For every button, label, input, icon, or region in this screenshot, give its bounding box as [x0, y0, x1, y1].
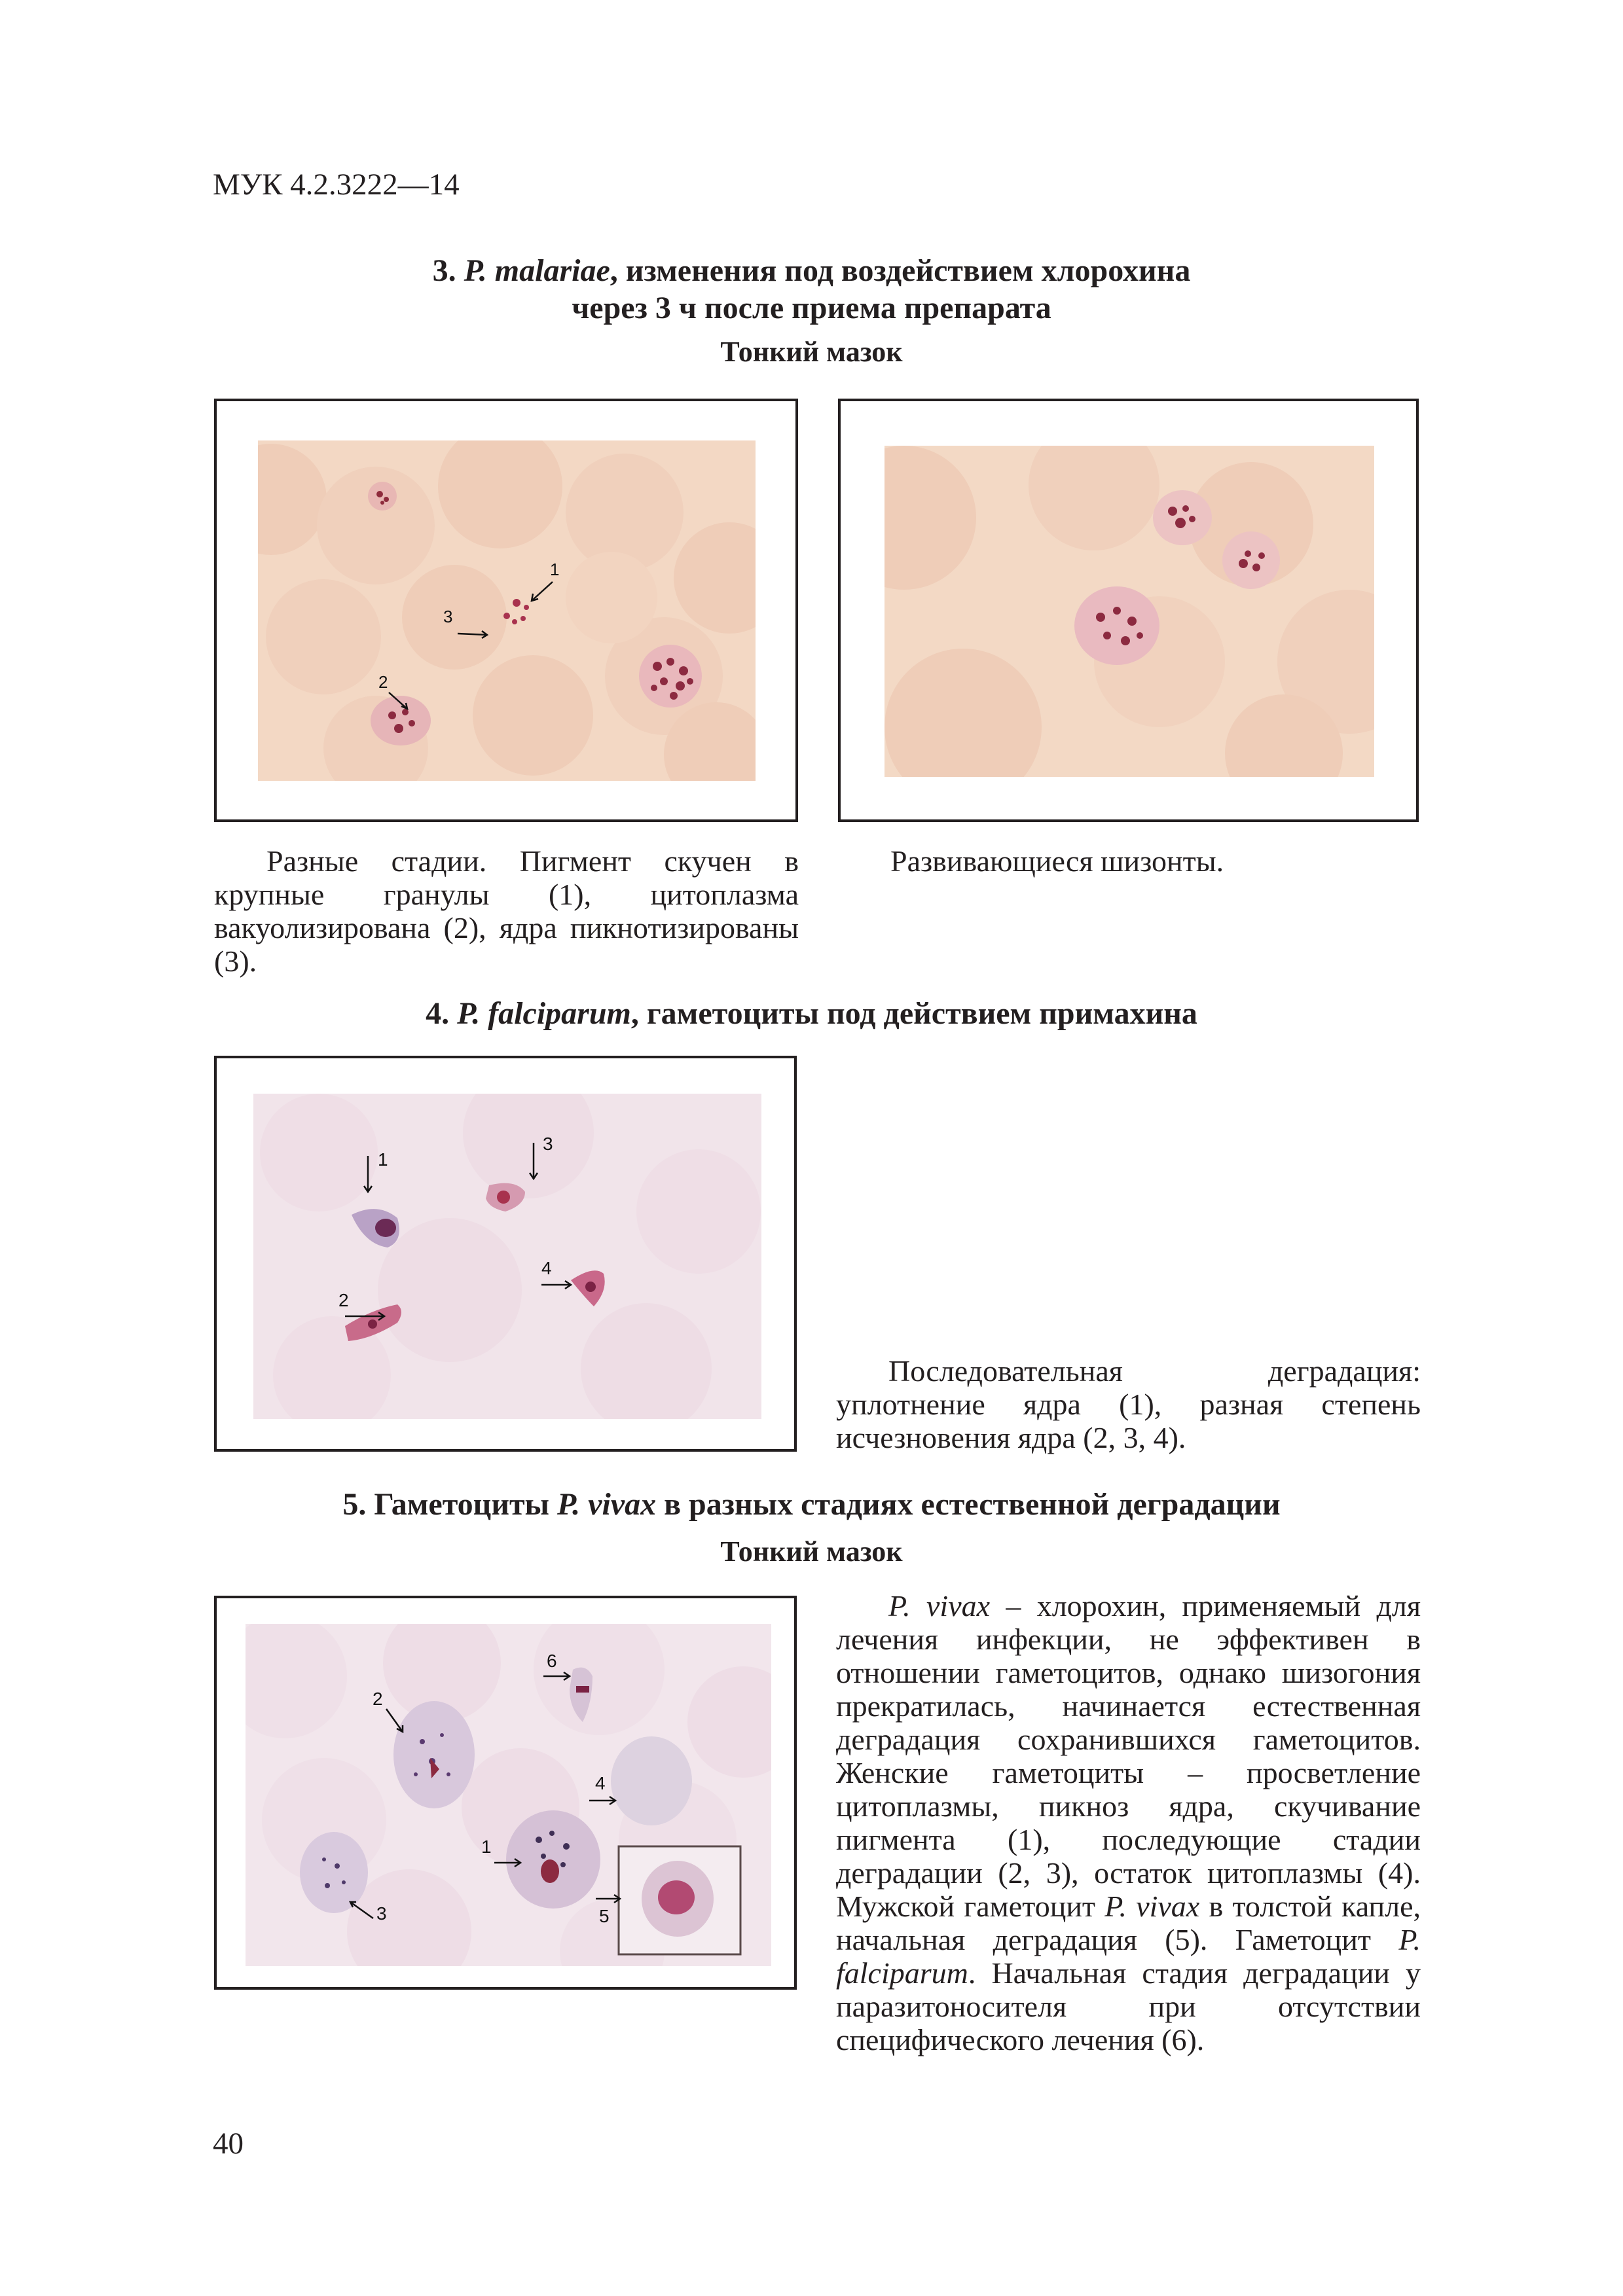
- figure-3-right-frame: [838, 399, 1419, 822]
- caption-5-species-3: P. falciparum: [836, 1923, 1421, 1990]
- figure-4-label-4: 4: [541, 1258, 552, 1278]
- figure-5-label-1: 1: [481, 1837, 492, 1857]
- section-4-title-rest: , гаметоциты под действием примахина: [630, 996, 1197, 1031]
- caption-5-species-2: P. vivax: [1104, 1890, 1200, 1923]
- section-5-species: P. vivax: [557, 1487, 657, 1522]
- section-4-species: P. falciparum: [457, 996, 631, 1031]
- caption-3-left: [214, 844, 799, 978]
- figure-3-right-micrograph: [884, 446, 1374, 777]
- caption-3-right: [838, 844, 1419, 878]
- figure-4-frame: [214, 1056, 797, 1452]
- caption-5-text: [836, 1589, 1421, 2056]
- caption-5-part-1: – хлорохин, применяемый для лечения инфекции, не эффективен в отношении гаметоцитов, однако шизогония прекратилась, начинается естественная деградация сохранившихся гаметоцитов. Женские гаметоциты – просветление цитоплазмы, пикноз ядра, скучивание пигмента (1), последующие стадии деградации (2, 3), остаток цитоплазмы (4). Мужской гаметоцит: [836, 1589, 1421, 1923]
- figure-5-label-4: 4: [595, 1773, 606, 1793]
- section-3-subtitle: Тонкий мазок: [720, 336, 903, 368]
- caption-3-left-text: Разные стадии. Пигмент скучен в крупные гранулы (1), цитоплазма вакуолизирована (2), ядра пикнотизированы (3).: [214, 844, 799, 978]
- figure-4-label-2: 2: [338, 1290, 349, 1310]
- section-4-title: [0, 995, 1623, 1032]
- figure-4-label-3: 3: [543, 1134, 553, 1154]
- section-3-number: 3.: [432, 253, 456, 288]
- caption-5-part-3: . Начальная стадия деградации у паразитоносителя при отсутствии специфического лечения (6).: [836, 1956, 1421, 2056]
- section-3-title-rest: , изменения под воздействием хлорохина: [610, 253, 1191, 288]
- page-number: 40: [213, 2126, 244, 2161]
- figure-5-label-2: 2: [373, 1689, 383, 1709]
- caption-5-species-1: P. vivax: [888, 1589, 991, 1623]
- figure-5-label-6: 6: [547, 1651, 557, 1671]
- figure-4-label-1: 1: [378, 1149, 388, 1170]
- section-3-title: [0, 252, 1623, 327]
- figure-4-micrograph: [253, 1094, 761, 1419]
- caption-5: [836, 1589, 1421, 2056]
- caption-5-part-2: в толстой капле, начальная деградация (5). Гаметоцит: [836, 1890, 1421, 1956]
- section-5-subtitle: Тонкий мазок: [720, 1535, 903, 1568]
- figure-5-micrograph: [246, 1624, 771, 1966]
- section-4-number: 4.: [426, 996, 450, 1031]
- section-3-title-line2: через 3 ч после приема препарата: [572, 291, 1051, 325]
- caption-4: [836, 1354, 1421, 1454]
- section-3-species: P. malariae: [464, 253, 610, 288]
- figure-5-label-3: 3: [376, 1903, 387, 1924]
- figure-3-label-3: 3: [443, 607, 453, 626]
- caption-4-text: Последовательная деградация: уплотнение ядра (1), разная степень исчезновения ядра (2, 3, 4).: [836, 1354, 1421, 1454]
- section-5-title: [0, 1486, 1623, 1523]
- caption-3-right-text: Развивающиеся шизонты.: [890, 844, 1224, 878]
- document-code: МУК 4.2.3222—14: [213, 168, 460, 202]
- figure-3-left-frame: [214, 399, 798, 822]
- section-5-title-rest: в разных стадиях естественной деградации: [656, 1487, 1281, 1522]
- section-5-title-pre: 5. Гаметоциты: [342, 1487, 558, 1522]
- figure-3-label-1: 1: [550, 560, 560, 579]
- figure-3-label-2: 2: [378, 672, 388, 692]
- figure-5-frame: [214, 1596, 797, 1990]
- figure-5-label-5: 5: [599, 1906, 610, 1926]
- figure-3-left-micrograph: [258, 440, 756, 781]
